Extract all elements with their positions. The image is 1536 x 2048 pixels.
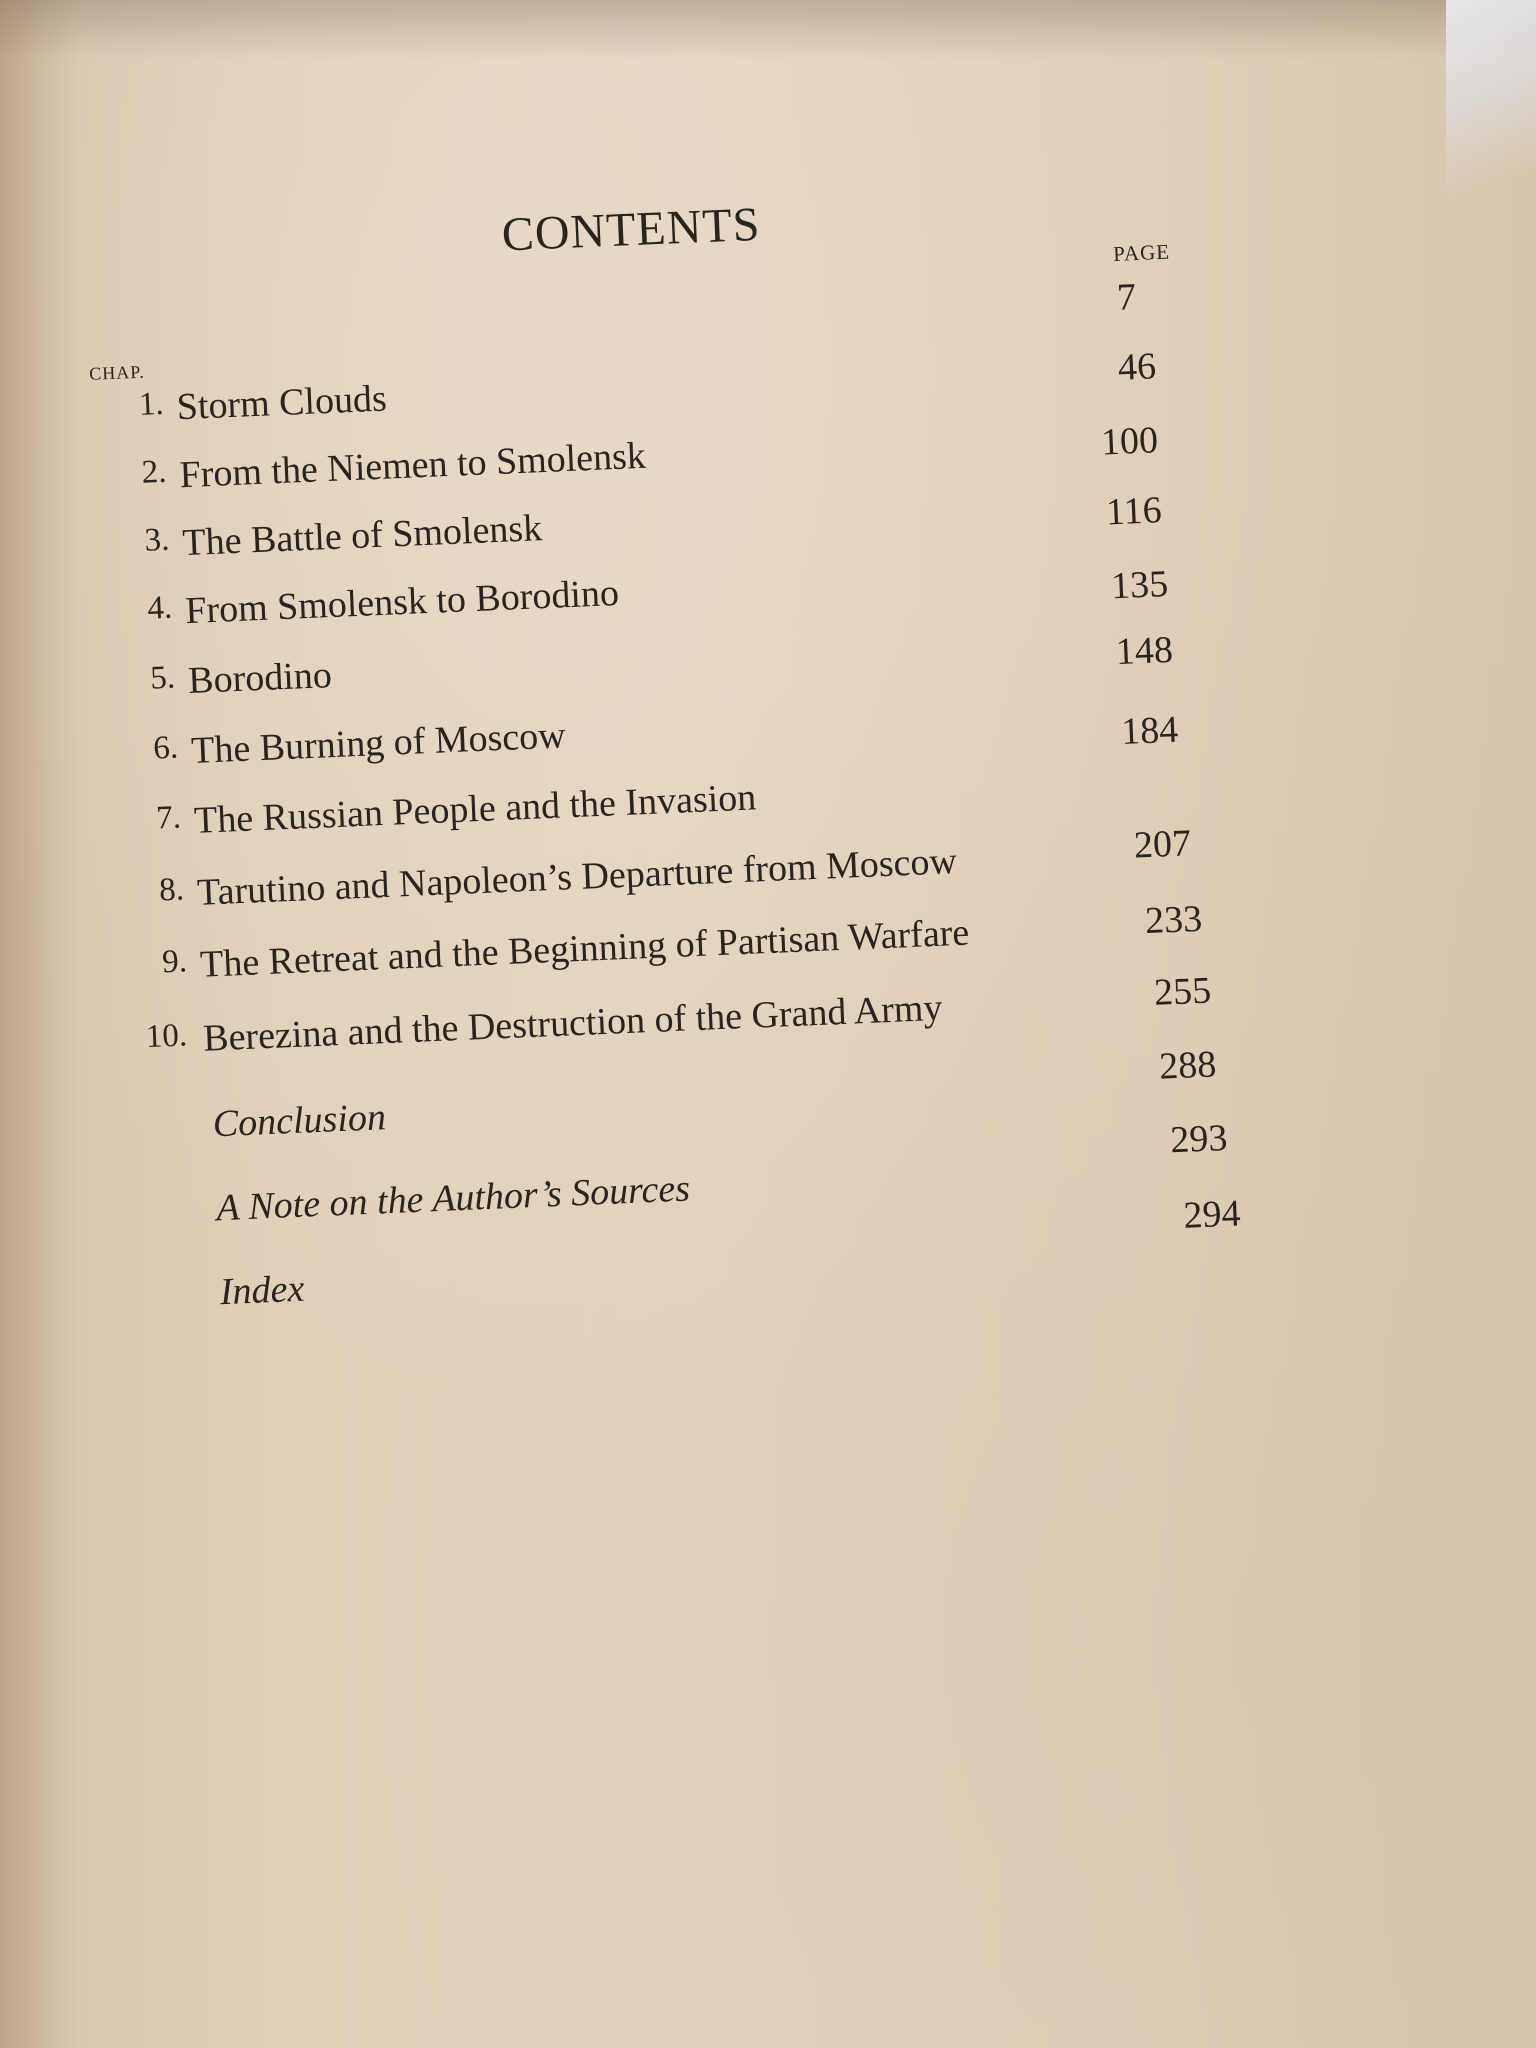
page-column-label: PAGE [1112, 239, 1171, 266]
chapter-title: Berezina and the Destruction of the Grand Army [202, 986, 944, 1060]
chapter-page-number: 207 [1133, 822, 1192, 867]
chapter-number: 7. [155, 799, 182, 837]
chapter-page-number: 46 [1117, 345, 1157, 389]
chapter-column-label: CHAP. [88, 361, 146, 384]
chapter-number: 3. [143, 521, 171, 559]
chapter-page-number: 148 [1114, 628, 1174, 674]
chapter-title: The Burning of Moscow [190, 714, 567, 772]
chapter-title: From Smolensk to Borodino [184, 571, 620, 633]
contents-heading: CONTENTS [500, 197, 762, 262]
chapter-number: 2. [140, 453, 168, 491]
chapter-title: Borodino [187, 654, 333, 703]
chapter-number: 5. [149, 659, 176, 697]
chapter-page-number: 294 [1182, 1192, 1242, 1237]
chapter-page-number: 288 [1158, 1043, 1218, 1088]
chapter-number: 9. [161, 943, 188, 981]
chapter-title: The Battle of Smolensk [181, 507, 543, 565]
chapter-page-number: 293 [1169, 1116, 1229, 1162]
chapter-number: 1. [138, 385, 165, 423]
chapter-title: Conclusion [211, 1096, 387, 1146]
chapter-page-number: 135 [1110, 562, 1169, 608]
chapter-page-number: 116 [1105, 489, 1163, 534]
chapter-page-number: 233 [1144, 897, 1203, 943]
chapter-title: Tarutino and Napoleon’s Departure from Moscow [196, 840, 958, 914]
page-corner-edge [1446, 0, 1536, 260]
chapter-number: 4. [146, 589, 173, 627]
chapter-page-number: 100 [1100, 419, 1159, 464]
chapter-number: 8. [158, 871, 185, 909]
chapter-page-number: 7 [1116, 276, 1137, 319]
chapter-title: Index [219, 1267, 306, 1314]
chapter-title: The Retreat and the Beginning of Partisan Warfare [199, 911, 971, 986]
chapter-number: 10. [145, 1017, 188, 1056]
page-top-shadow [0, 0, 1536, 60]
chapter-title: A Note on the Author’s Sources [215, 1167, 691, 1230]
chapter-page-number: 184 [1120, 708, 1180, 754]
chapter-title: Storm Clouds [175, 377, 388, 429]
chapter-number: 6. [152, 729, 179, 767]
chapter-title: The Russian People and the Invasion [193, 776, 758, 842]
chapter-title: From the Niemen to Smolensk [178, 434, 647, 497]
chapter-page-number: 255 [1153, 969, 1212, 1014]
table-of-contents [60, 147, 1367, 1349]
